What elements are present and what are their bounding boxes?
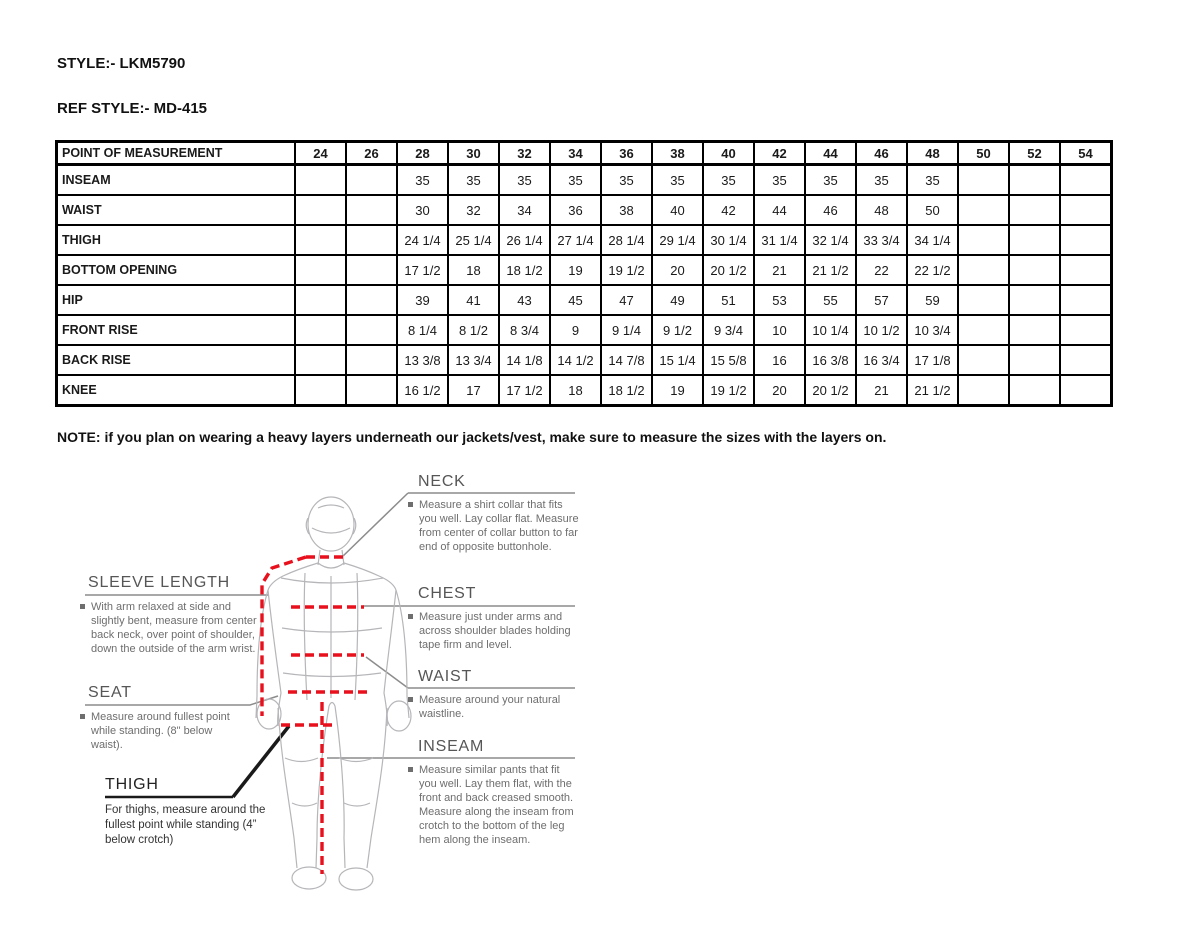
col-header-size-36: 36 [601, 142, 652, 165]
size-table-header-row [57, 142, 1112, 165]
measurement-cell: 40 [652, 195, 703, 225]
measurement-cell: 20 [754, 375, 805, 406]
measurement-cell: 8 1/2 [448, 315, 499, 345]
table-row-hip [57, 285, 1112, 315]
measurement-cell: 26 1/4 [499, 225, 550, 255]
measurement-cell: 20 1/2 [805, 375, 856, 406]
col-header-size-26: 26 [346, 142, 397, 165]
measurement-cell [346, 195, 397, 225]
measurement-cell: 17 1/8 [907, 345, 958, 375]
measurement-cell: 35 [754, 165, 805, 196]
measurement-cell [1009, 165, 1060, 196]
measurement-cell [958, 315, 1009, 345]
col-header-size-42: 42 [754, 142, 805, 165]
measurement-cell: 39 [397, 285, 448, 315]
measurement-cell: 43 [499, 285, 550, 315]
measurement-cell: 21 1/2 [805, 255, 856, 285]
measurement-cell: 10 [754, 315, 805, 345]
measurement-cell: 51 [703, 285, 754, 315]
measurement-cell: 34 1/4 [907, 225, 958, 255]
measurement-cell: 8 1/4 [397, 315, 448, 345]
measurement-cell: 17 1/2 [397, 255, 448, 285]
measurement-cell: 25 1/4 [448, 225, 499, 255]
measurement-cell: 53 [754, 285, 805, 315]
measurement-cell: 27 1/4 [550, 225, 601, 255]
measurement-cell: 13 3/4 [448, 345, 499, 375]
measurement-cell [295, 255, 346, 285]
col-header-size-28: 28 [397, 142, 448, 165]
measurement-cell [346, 255, 397, 285]
measurement-cell: 32 1/4 [805, 225, 856, 255]
measurement-cell: 18 1/2 [499, 255, 550, 285]
style-label: STYLE:- LKM5790 [57, 55, 186, 72]
col-header-size-30: 30 [448, 142, 499, 165]
measurement-cell [295, 225, 346, 255]
measurement-cell: 35 [907, 165, 958, 196]
measurement-cell: 49 [652, 285, 703, 315]
bullet-square-icon [408, 767, 413, 772]
table-row-inseam [57, 165, 1112, 196]
measurement-cell [295, 375, 346, 406]
measurement-cell: 21 [856, 375, 907, 406]
measurement-cell: 18 [448, 255, 499, 285]
measurement-cell [1060, 345, 1112, 375]
measurement-cell: 35 [703, 165, 754, 196]
measurement-cell [1009, 195, 1060, 225]
measurement-cell [1009, 225, 1060, 255]
bullet-square-icon [80, 604, 85, 609]
measurement-cell: 9 [550, 315, 601, 345]
table-row-bottom-opening [57, 255, 1112, 285]
thigh-description: For thighs, measure around the fullest point while standing (4” below crotch) [105, 804, 266, 846]
measurement-cell: 10 3/4 [907, 315, 958, 345]
waist-heading: WAIST [418, 668, 473, 685]
measurement-cell [346, 315, 397, 345]
measurement-cell [295, 345, 346, 375]
measurement-cell: 35 [856, 165, 907, 196]
measurement-cell [958, 225, 1009, 255]
measurement-cell: 18 1/2 [601, 375, 652, 406]
measurement-cell: 17 1/2 [499, 375, 550, 406]
measurement-cell [1009, 315, 1060, 345]
measurement-cell [1009, 345, 1060, 375]
measurement-cell: 35 [601, 165, 652, 196]
measurement-cell: 16 1/2 [397, 375, 448, 406]
row-label: FRONT RISE [57, 315, 296, 345]
col-header-size-38: 38 [652, 142, 703, 165]
measurement-cell: 9 1/4 [601, 315, 652, 345]
measurement-cell [295, 195, 346, 225]
measurement-cell [958, 255, 1009, 285]
measurement-cell [958, 345, 1009, 375]
measurement-cell: 8 3/4 [499, 315, 550, 345]
seat-heading: SEAT [88, 684, 132, 701]
measurement-cell [1060, 255, 1112, 285]
measurement-cell: 10 1/2 [856, 315, 907, 345]
measurement-cell: 36 [550, 195, 601, 225]
measurement-cell [1009, 375, 1060, 406]
measurement-cell [295, 315, 346, 345]
measurement-cell: 19 [652, 375, 703, 406]
size-table [55, 140, 1113, 407]
measurement-cell: 55 [805, 285, 856, 315]
measurement-cell: 16 3/8 [805, 345, 856, 375]
measurement-cell: 28 1/4 [601, 225, 652, 255]
measurement-cell [958, 375, 1009, 406]
sleeve-length-heading: SLEEVE LENGTH [88, 574, 231, 591]
measurement-cell: 48 [856, 195, 907, 225]
col-header-size-46: 46 [856, 142, 907, 165]
measurement-cell [958, 165, 1009, 196]
measurement-cell [1060, 375, 1112, 406]
measurement-cell [1060, 225, 1112, 255]
measurement-cell: 16 [754, 345, 805, 375]
measurement-cell: 30 1/4 [703, 225, 754, 255]
col-header-size-34: 34 [550, 142, 601, 165]
col-header-size-24: 24 [295, 142, 346, 165]
table-row-back-rise [57, 345, 1112, 375]
measurement-cell: 50 [907, 195, 958, 225]
measurement-cell [1060, 165, 1112, 196]
measurement-cell: 32 [448, 195, 499, 225]
col-header-point-of-measurement: POINT OF MEASUREMENT [57, 142, 296, 165]
table-row-knee [57, 375, 1112, 406]
measurement-cell [346, 345, 397, 375]
sleeve-length-description: With arm relaxed at side and slightly bent, measure from center back neck, over point of shoulder, down the outside of the arm wrist. [80, 600, 262, 656]
chest-heading: CHEST [418, 585, 477, 602]
table-row-front-rise [57, 315, 1112, 345]
measurement-cell: 44 [754, 195, 805, 225]
measurement-cell: 15 5/8 [703, 345, 754, 375]
measurement-cell: 35 [448, 165, 499, 196]
measurement-cell: 10 1/4 [805, 315, 856, 345]
col-header-size-32: 32 [499, 142, 550, 165]
measurement-cell: 22 1/2 [907, 255, 958, 285]
ref-style-label: REF STYLE:- MD-415 [57, 100, 208, 117]
row-label: HIP [57, 285, 296, 315]
inseam-description: Measure similar pants that fit you well. Lay them flat, with the front and back creased smooth. Measure along the inseam from crotch to the bottom of the leg hem along the inseam. [408, 763, 576, 847]
note-text: NOTE: if you plan on wearing a heavy layers underneath our jackets/vest, make sure to measure the sizes with the layers on. [57, 429, 887, 445]
thigh-heading: THIGH [105, 776, 159, 793]
measurement-cell [1060, 195, 1112, 225]
measurement-cell: 21 1/2 [907, 375, 958, 406]
neck-heading: NECK [418, 473, 466, 490]
col-header-size-52: 52 [1009, 142, 1060, 165]
row-label: THIGH [57, 225, 296, 255]
measurement-cell: 19 1/2 [703, 375, 754, 406]
measurement-cell: 24 1/4 [397, 225, 448, 255]
table-row-thigh [57, 225, 1112, 255]
measurement-cell: 33 3/4 [856, 225, 907, 255]
measurement-cell: 22 [856, 255, 907, 285]
measurement-cell: 59 [907, 285, 958, 315]
measurement-cell: 21 [754, 255, 805, 285]
measurement-cell: 35 [397, 165, 448, 196]
col-header-size-50: 50 [958, 142, 1009, 165]
measurement-cell: 35 [652, 165, 703, 196]
inseam-heading: INSEAM [418, 738, 485, 755]
measurement-cell: 42 [703, 195, 754, 225]
measurement-cell: 20 1/2 [703, 255, 754, 285]
measurement-cell [958, 285, 1009, 315]
row-label: KNEE [57, 375, 296, 406]
bullet-square-icon [408, 697, 413, 702]
row-label: WAIST [57, 195, 296, 225]
waist-description: Measure around your natural waistline. [408, 693, 568, 721]
measurement-cell: 34 [499, 195, 550, 225]
measurement-cell: 46 [805, 195, 856, 225]
measurement-cell: 17 [448, 375, 499, 406]
measurement-cell: 35 [805, 165, 856, 196]
measurement-cell: 45 [550, 285, 601, 315]
measurement-cell: 9 1/2 [652, 315, 703, 345]
seat-description: Measure around fullest point while standing. (8" below waist). [80, 710, 235, 752]
col-header-size-54: 54 [1060, 142, 1112, 165]
measurement-cell [346, 285, 397, 315]
bullet-square-icon [408, 614, 413, 619]
measurement-cell [958, 195, 1009, 225]
bullet-square-icon [408, 502, 413, 507]
measurement-cell: 14 1/8 [499, 345, 550, 375]
col-header-size-40: 40 [703, 142, 754, 165]
measurement-cell: 41 [448, 285, 499, 315]
measurement-cell [295, 165, 346, 196]
measurement-cell: 14 1/2 [550, 345, 601, 375]
table-row-waist [57, 195, 1112, 225]
row-label: INSEAM [57, 165, 296, 196]
col-header-size-48: 48 [907, 142, 958, 165]
row-label: BOTTOM OPENING [57, 255, 296, 285]
body-diagram-figure [0, 468, 1200, 927]
measurement-cell: 57 [856, 285, 907, 315]
measurement-diagram [0, 468, 1200, 927]
measurement-cell: 14 7/8 [601, 345, 652, 375]
measurement-cell: 19 [550, 255, 601, 285]
measurement-cell: 30 [397, 195, 448, 225]
chest-description: Measure just under arms and across shoulder blades holding tape firm and level. [408, 610, 580, 652]
measurement-cell: 35 [499, 165, 550, 196]
measurement-cell: 15 1/4 [652, 345, 703, 375]
bullet-square-icon [80, 714, 85, 719]
measurement-cell: 19 1/2 [601, 255, 652, 285]
col-header-size-44: 44 [805, 142, 856, 165]
measurement-cell: 20 [652, 255, 703, 285]
measurement-cell: 31 1/4 [754, 225, 805, 255]
measurement-cell: 35 [550, 165, 601, 196]
measurement-cell: 9 3/4 [703, 315, 754, 345]
measurement-cell: 13 3/8 [397, 345, 448, 375]
measurement-cell [346, 225, 397, 255]
measurement-cell: 47 [601, 285, 652, 315]
measurement-cell [1009, 285, 1060, 315]
neck-description: Measure a shirt collar that fits you well. Lay collar flat. Measure from center of collar button to far end of opposite buttonhole. [408, 498, 580, 554]
measurement-cell [346, 375, 397, 406]
row-label: BACK RISE [57, 345, 296, 375]
measurement-cell [346, 165, 397, 196]
measurement-cell: 16 3/4 [856, 345, 907, 375]
measurement-cell [295, 285, 346, 315]
measurement-cell: 29 1/4 [652, 225, 703, 255]
measurement-cell [1060, 285, 1112, 315]
measurement-cell: 18 [550, 375, 601, 406]
measurement-cell [1060, 315, 1112, 345]
measurement-cell [1009, 255, 1060, 285]
measurement-cell: 38 [601, 195, 652, 225]
